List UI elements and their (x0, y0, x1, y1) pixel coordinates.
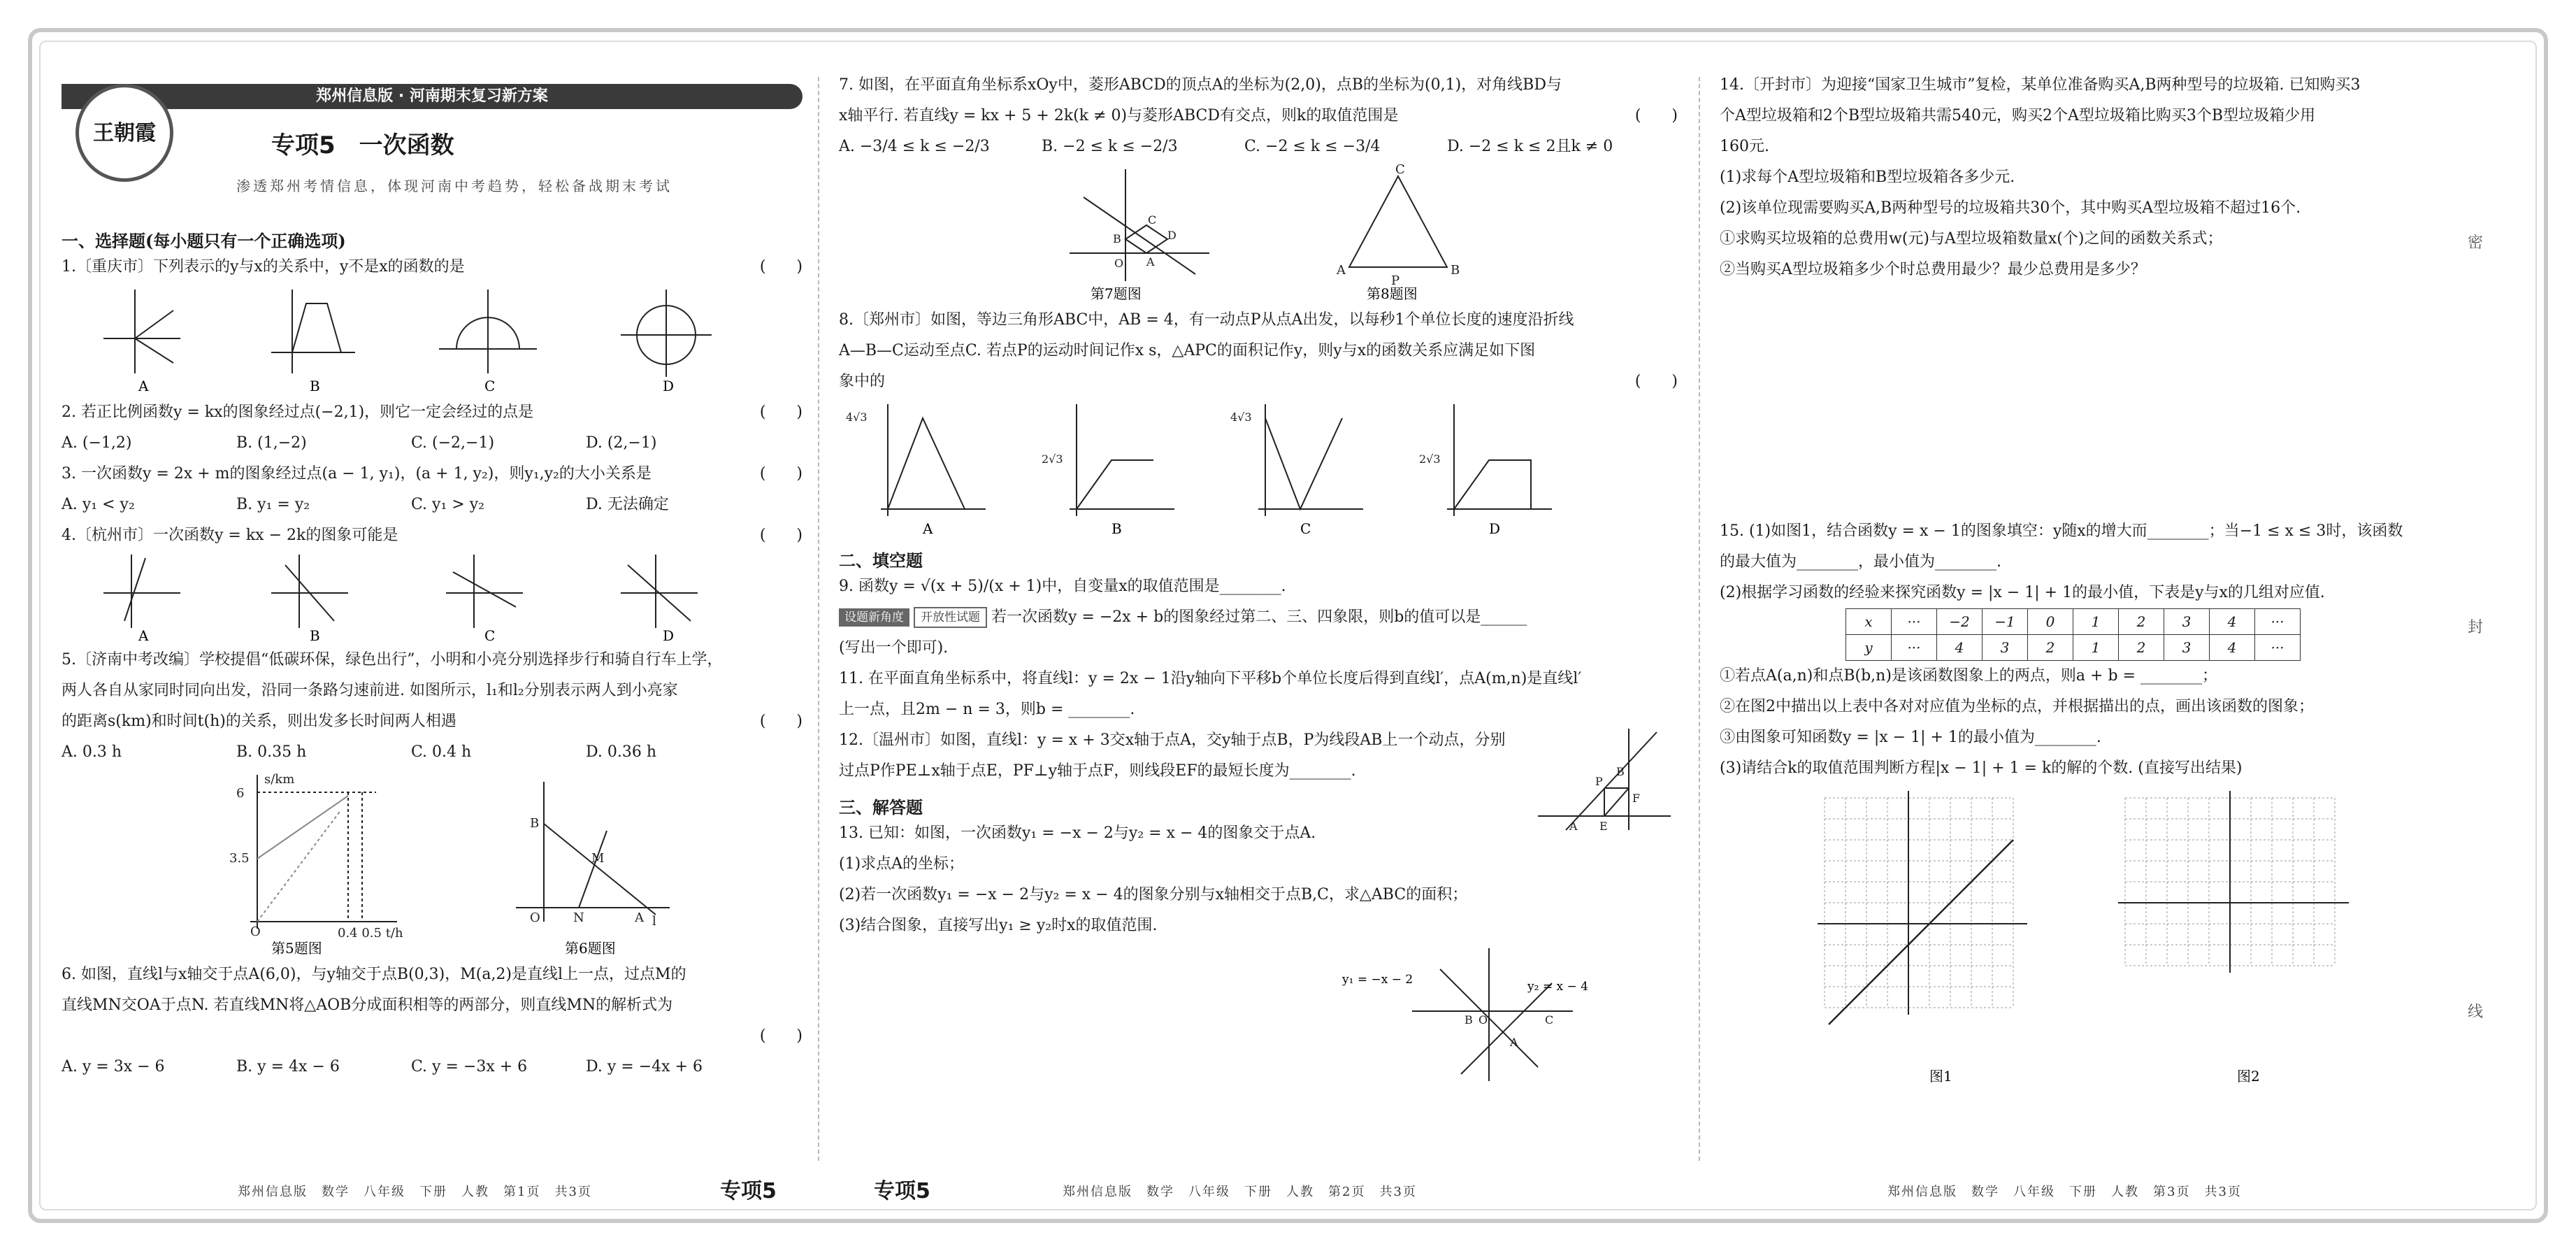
q14-line4: (1)求每个A型垃圾箱和B型垃圾箱各多少元. (1720, 169, 2015, 186)
q15-fig1-caption: 图1 (1929, 1068, 1952, 1085)
table-cell: −2 (1937, 609, 1983, 635)
table-cell: ··· (2255, 635, 2301, 661)
column-divider-2 (1699, 77, 1700, 1161)
svg-text:A: A (138, 627, 149, 642)
svg-text:B: B (1111, 520, 1122, 537)
q4-graph-c (446, 555, 523, 628)
table-cell: x (1846, 609, 1892, 635)
q8-line1: 8.〔郑州市〕如图，等边三角形ABC中，AB = 4，有一动点P从点A出发，以每秒1个单位长度的速度沿折线 (839, 311, 1574, 329)
section-solve: 三、解答题 (839, 797, 923, 817)
slogan: 渗透郑州考情信息，体现河南中考趋势，轻松备战期末考试 (236, 178, 672, 194)
column-3 (1720, 70, 2489, 1087)
q5-options: A. 0.3 h B. 0.35 h C. 0.4 h D. 0.36 h (62, 743, 656, 761)
q5-line3: 的距离s(km)和时间t(h)的关系，则出发多长时间两人相遇 ( ) (62, 713, 803, 730)
q10-line1: 设题新角度 开放性试题 若一次函数y = −2x + b的图象经过第二、三、四象限，则b的值可以是______ (839, 602, 1678, 633)
q2-stem: 2. 若正比例函数y = kx的图象经过点(−2,1)，则它一定会经过的点是 ( ) (62, 403, 803, 421)
svg-text:P: P (1391, 273, 1400, 288)
q7-figure (1070, 169, 1209, 281)
q12-figure (1538, 725, 1678, 837)
q15-line1: 15. (1)如图1，结合函数y = x − 1的图象填空：y随x的增大而________；当−1 ≤ x ≤ 3时，该函数 (1720, 522, 2403, 540)
q8-line2: A—B—C运动至点C. 若点P的运动时间记作x s，△APC的面积记作y，则y与x的函数关系应满足如下图 (839, 342, 1536, 359)
svg-text:O: O (530, 910, 540, 925)
table-cell: 2 (2119, 635, 2164, 661)
q6-paren-line: ( ) (759, 1027, 803, 1045)
column-2 (839, 70, 1678, 1084)
q13-line3: (2)若一次函数y₁ = −x − 2与y₂ = x − 4的图象分别与x轴相交于点B,C，求△ABC的面积； (839, 886, 1468, 903)
footer-page-1: 郑州信息版 数学 八年级 下册 人教 第1页 共3页 (238, 1185, 592, 1199)
svg-text:D: D (663, 627, 675, 642)
q7-line2: x轴平行. 若直线y = kx + 5 + 2k(k ≠ 0)与菱形ABCD有交点，则k的取值范围是 ( ) (839, 107, 1678, 124)
q1-label-b: B (310, 378, 320, 394)
svg-text:l: l (652, 914, 656, 929)
q2-options: A. (−1,2) B. (1,−2) C. (−2,−1) D. (2,−1) (62, 434, 657, 452)
q7-line1: 7. 如图，在平面直角坐标系xOy中，菱形ABCD的顶点A的坐标为(2,0)，点B的坐标为(0,1)，对角线BD与 (839, 76, 1562, 94)
q15-line7: (3)请结合k的取值范围判断方程|x − 1| + 1 = k的解的个数. (直接写出结果) (1720, 759, 2243, 777)
q6-options: A. y = 3x − 6 B. y = 4x − 6 C. y = −3x + 6 D. y = −4x + 6 (62, 1058, 703, 1075)
table-cell: 4 (2210, 609, 2255, 635)
svg-text:A: A (635, 910, 644, 925)
q4-graph-d (621, 555, 698, 628)
svg-text:A: A (1510, 1036, 1518, 1049)
svg-text:B: B (1616, 765, 1625, 778)
q5-q6-figures (62, 768, 803, 957)
q15-line5: ②在图2中描出以上表中各对对应值为坐标的点，并根据描出的点，画出该函数的图象； (1720, 698, 2314, 715)
svg-text:O: O (1478, 1013, 1488, 1027)
q3-options: A. y₁ < y₂ B. y₁ = y₂ C. y₁ > y₂ D. 无法确定 (62, 496, 669, 513)
table-cell: −1 (1983, 609, 2028, 635)
page-title: 专项5 一次函数 (271, 131, 454, 159)
svg-text:4√3: 4√3 (846, 410, 868, 424)
svg-text:A: A (1569, 820, 1578, 833)
q6-caption: 第6题图 (565, 940, 616, 957)
svg-text:2√3: 2√3 (1419, 452, 1441, 466)
q4-figures (62, 551, 803, 642)
q5-caption: 第5题图 (271, 940, 322, 957)
q5-line2: 两人各自从家同时同向出发，沿同一条路匀速前进. 如图所示，l₁和l₂分别表示两人到小亮家 (62, 682, 678, 699)
side-mark-2: 封 (2468, 619, 2484, 636)
table-cell: 1 (2073, 609, 2119, 635)
table-cell: 3 (2164, 635, 2210, 661)
svg-text:P: P (1595, 775, 1603, 788)
svg-text:D: D (1167, 229, 1177, 242)
svg-text:A: A (1146, 255, 1155, 269)
q11-line2: 上一点，且2m − n = 3，则b = ________. (839, 701, 1135, 718)
q7-caption: 第7题图 (1091, 285, 1142, 302)
section-choice: 一、选择题(每小题只有一个正确选项) (62, 231, 346, 251)
table-cell: 4 (2210, 635, 2255, 661)
footer-tag-2: 专项5 (874, 1179, 930, 1203)
q8-options-graphs (839, 397, 1678, 537)
q13-label-y2: y₂ = x − 4 (1527, 980, 1588, 994)
svg-text:E: E (1599, 820, 1608, 833)
table-cell: 0 (2028, 609, 2073, 635)
q14-line3: 160元. (1720, 138, 1769, 155)
table-cell: y (1846, 635, 1892, 661)
q13-label-y1: y₁ = −x − 2 (1342, 973, 1413, 987)
svg-text:C: C (484, 627, 496, 642)
side-mark-1: 密 (2468, 234, 2484, 252)
svg-text:D: D (1489, 520, 1501, 537)
logo (75, 84, 173, 182)
q15-grid-fig2 (2118, 791, 2349, 973)
q1-label-c: C (484, 378, 496, 394)
q1-graph-b (271, 289, 355, 373)
svg-text:F: F (1632, 792, 1641, 805)
q6-line1: 6. 如图，直线l与x轴交于点A(6,0)，与y轴交于点B(0,3)，M(a,2)是直线l上一点，过点M的 (62, 966, 686, 983)
q1-stem: 1.〔重庆市〕下列表示的y与x的关系中，y不是x的函数的是 ( ) (62, 258, 803, 276)
svg-text:B: B (1465, 1013, 1473, 1027)
svg-text:0.4 0.5 t/h: 0.4 0.5 t/h (338, 926, 403, 941)
svg-text:A: A (1337, 263, 1346, 278)
q15-fig2-caption: 图2 (2237, 1068, 2260, 1085)
q5-figure (250, 775, 397, 929)
q1-label-a: A (138, 378, 149, 394)
q6-line2: 直线MN交OA于点N. 若直线MN将△AOB分成面积相等的两部分，则直线MN的解析式为 (62, 996, 673, 1014)
q13-figure (839, 941, 1678, 1081)
svg-text:N: N (573, 910, 584, 925)
q15-value-table (1845, 608, 2301, 661)
q13-line4: (3)结合图象，直接写出y₁ ≥ y₂时x的取值范围. (839, 917, 1158, 934)
footer-tag-1: 专项5 (720, 1179, 777, 1203)
svg-text:M: M (591, 851, 605, 866)
q9: 9. 函数y = √(x + 5)/(x + 1)中，自变量x的取值范围是________. (839, 578, 1286, 595)
svg-text:B: B (1113, 232, 1121, 245)
svg-text:6: 6 (236, 786, 245, 801)
svg-text:B: B (1451, 263, 1460, 278)
q14-line6: ①求购买垃圾箱的总费用w(元)与A型垃圾箱数量x(个)之间的函数关系式； (1720, 230, 2223, 248)
q7-q8-figures (839, 162, 1678, 302)
logo-text: 王朝霞 (93, 121, 156, 145)
q12-line2: 过点P作PE⊥x轴于点E，PF⊥y轴于点F，则线段EF的最短长度为________. (839, 762, 1356, 780)
q12-line1: 12.〔温州市〕如图，直线l：y = x + 3交x轴于点A，交y轴于点B，P为线段AB上一个动点，分别 (839, 731, 1506, 749)
q11-line1: 11. 在平面直角坐标系中，将直线l：y = 2x − 1沿y轴向下平移b个单位长度后得到直线l′，点A(m,n)是直线l′ (839, 670, 1582, 687)
q15-line2: 的最大值为________，最小值为________. (1720, 553, 2001, 571)
table-cell: 2 (2119, 609, 2164, 635)
table-cell: 2 (2028, 635, 2073, 661)
table-cell: 3 (1983, 635, 2028, 661)
q4-stem: 4.〔杭州市〕一次函数y = kx − 2k的图象可能是 ( ) (62, 527, 803, 544)
table-cell: 3 (2164, 609, 2210, 635)
q1-graph-c (439, 289, 537, 373)
q1-label-d: D (663, 378, 675, 394)
q15-figures (1720, 784, 2489, 1085)
svg-text:3.5: 3.5 (229, 851, 250, 866)
q15-line4: ①若点A(a,n)和点B(b,n)是该函数图象上的两点，则a + b = ________； (1720, 667, 2217, 685)
q15-line3: (2)根据学习函数的经验来探究函数y = |x − 1| + 1的最小值，下表是y与x的几组对应值. (1720, 584, 2325, 601)
q14-line2: 个A型垃圾箱和2个B型垃圾箱共需540元，购买2个A型垃圾箱比购买3个B型垃圾箱少用 (1720, 107, 2316, 124)
q15-line6: ③由图象可知函数y = |x − 1| + 1的最小值为________. (1720, 729, 2101, 746)
column-divider (818, 77, 819, 1161)
q1-graph-d (621, 289, 712, 377)
q8-caption: 第8题图 (1367, 285, 1418, 302)
q8-figure (1349, 176, 1447, 267)
svg-text:C: C (1148, 213, 1157, 227)
table-cell: ··· (2255, 609, 2301, 635)
q14-line7: ②当购买A型垃圾箱多少个时总费用最少？最少总费用是多少？ (1720, 261, 2146, 278)
svg-text:4√3: 4√3 (1230, 410, 1252, 424)
table-cell: ··· (1892, 609, 1937, 635)
q14-line1: 14.〔开封市〕为迎接“国家卫生城市”复检，某单位准备购买A,B两种型号的垃圾箱. 已知购买3 (1720, 76, 2361, 94)
svg-text:A: A (923, 520, 933, 537)
svg-text:O: O (250, 924, 261, 939)
q4-graph-b (271, 555, 348, 628)
side-mark-3: 线 (2468, 1003, 2484, 1021)
q5-line1: 5.〔济南中考改编〕学校提倡“低碳环保，绿色出行”，小明和小亮分别选择步行和骑自行车上学， (62, 651, 723, 669)
q13-line1: 13. 已知：如图，一次函数y₁ = −x − 2与y₂ = x − 4的图象交于点A. (839, 824, 1316, 842)
q3-stem: 3. 一次函数y = 2x + m的图象经过点(a − 1, y₁)，(a + 1, y₂)，则y₁,y₂的大小关系是 ( ) (62, 465, 803, 482)
q15-grid-fig1 (1818, 791, 2027, 1024)
footer-page-2: 郑州信息版 数学 八年级 下册 人教 第2页 共3页 (1063, 1185, 1417, 1199)
q7-options: A. −3/4 ≤ k ≤ −2/3 B. −2 ≤ k ≤ −2/3 C. −2 ≤ k ≤ −3/4 D. −2 ≤ k ≤ 2且k ≠ 0 (839, 138, 1613, 155)
q1-graph-a (103, 289, 180, 373)
function-line (1829, 840, 2013, 1024)
q13-line2: (1)求点A的坐标； (839, 855, 965, 873)
svg-text:s/km: s/km (264, 772, 295, 787)
q4-graph-a (103, 555, 180, 628)
section-fill: 二、填空题 (839, 550, 923, 571)
table-cell: 4 (1937, 635, 1983, 661)
header-bar: 郑州信息版 · 河南期末复习新方案 (62, 84, 803, 109)
svg-text:B: B (530, 816, 540, 831)
q1-figures (62, 283, 803, 394)
svg-text:C: C (1395, 162, 1405, 177)
svg-text:B: B (310, 627, 320, 642)
svg-text:C: C (1545, 1013, 1554, 1027)
q10-line2: (写出一个即可). (839, 639, 949, 657)
table-cell: ··· (1892, 635, 1937, 661)
svg-text:O: O (1114, 257, 1124, 270)
footer-page-3: 郑州信息版 数学 八年级 下册 人教 第3页 共3页 (1887, 1185, 2242, 1199)
svg-text:C: C (1300, 520, 1311, 537)
table-cell: 1 (2073, 635, 2119, 661)
q8-line3: 象中的 ( ) (839, 373, 1678, 390)
svg-text:2√3: 2√3 (1042, 452, 1063, 466)
q14-line5: (2)该单位现需要购买A,B两种型号的垃圾箱共30个，其中购买A型垃圾箱不超过16个. (1720, 199, 2301, 217)
